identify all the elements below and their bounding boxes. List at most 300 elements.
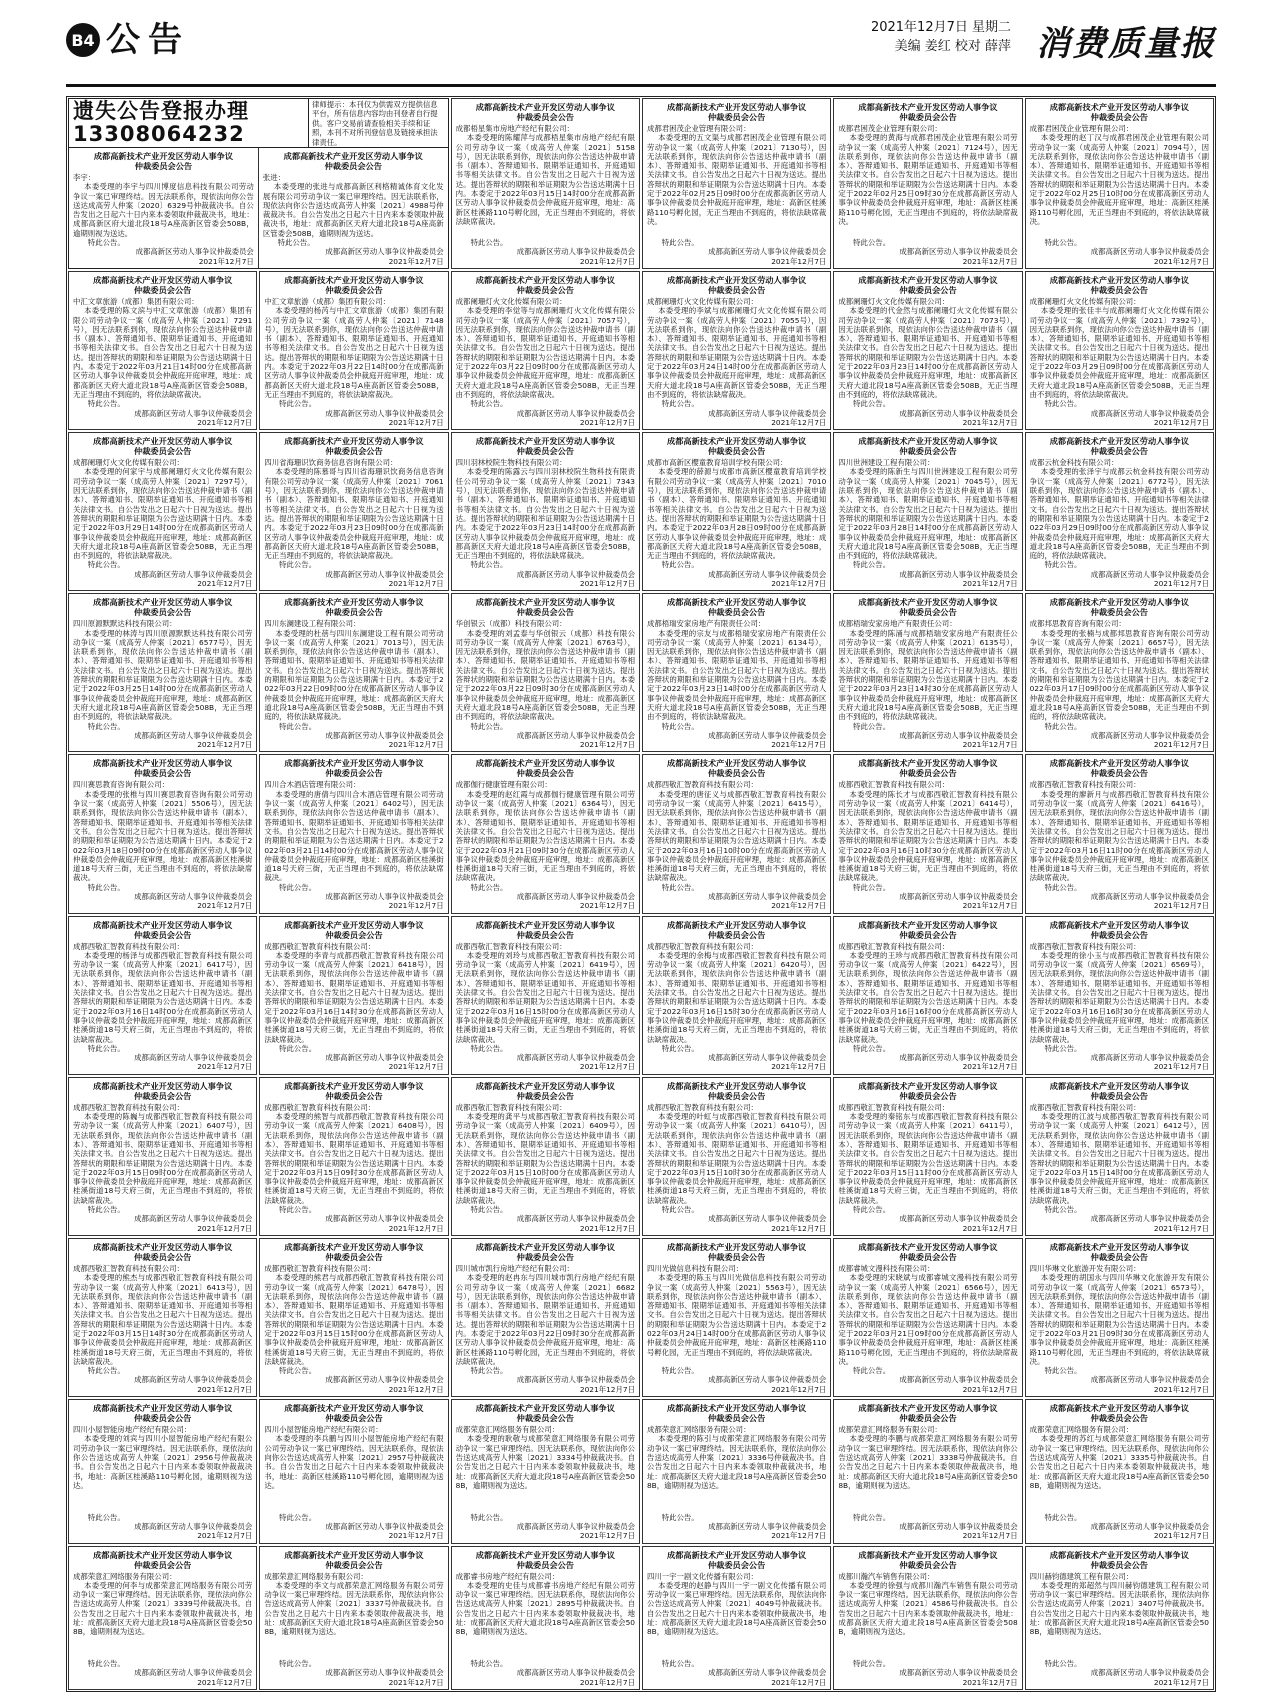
- notice-signature: 成都高新区劳动人事争议仲裁委员会: [325, 1375, 444, 1385]
- notice-addressee: 成都梧瑞安家房地产有限责任公司：: [838, 619, 957, 629]
- notice-org: 成都高新技术产业开发区劳动人事争议: [1049, 1241, 1189, 1252]
- notice-addressee: 成都君困茂企业管理有限公司：: [838, 124, 942, 133]
- notice-date: 2021年12月7日: [197, 417, 253, 427]
- notice-body: 本委受理的秦铭东与成都西敬汇智教育科技有限公司劳动争议一案（成高劳人仲案〔2021〕6411号），因无法联系到你，现依法向你公告送达仲裁申请书（副本）、答辩通知书、限期举证通知书、开庭通知书等相关法律文书。自公告发出之日起六十日视为送达。提出答辩状的期限和举证期限为公告送达期满十日内。本委定于2022年03月15日11时00分在成都高新区劳动人事争议仲裁委员会仲裁庭开庭审理，地址：成都高新区桂溪街道18号天府三街，无正当理由不到庭的，将依法缺席裁决。: [838, 1112, 1018, 1205]
- notice-date: 2021年12月7日: [579, 1223, 635, 1233]
- notice-org: 成都高新技术产业开发区劳动人事争议: [858, 919, 998, 930]
- notice-addressee: 四川羽林校院生物科技有限公司：: [455, 458, 567, 468]
- notice-date: 2021年12月7日: [962, 256, 1018, 266]
- notice-subtitle: 仲裁委员会公告: [325, 1559, 383, 1570]
- page-number-badge: B4: [66, 23, 100, 57]
- notice-subtitle: 仲裁委员会公告: [325, 768, 383, 779]
- notice-subtitle: 仲裁委员会公告: [899, 929, 957, 940]
- notice-date: 2021年12月7日: [1153, 1531, 1209, 1541]
- notice-signature: 成都高新区劳动人事争议仲裁委员会: [325, 1053, 444, 1063]
- notice-signature: 成都高新区劳动人事争议仲裁委员会: [899, 1053, 1018, 1063]
- notice-subtitle: 仲裁委员会公告: [516, 284, 574, 295]
- notice-body: 本委受理的徐强与成都川瀚汽车销售有限公司劳动争议一案已审理终结。因无法联系你，现依法向你公告送达成高劳人仲案〔2021〕4586号仲裁裁决书。自公告发出之日起六十日内来本委领取仲裁裁决书，地址：成都高新区天府大道北段18号A座高新区管委会508B，逾期则视为送达。: [838, 1580, 1018, 1637]
- notice-date: 2021年12月7日: [1153, 1223, 1209, 1233]
- notice-date: 2021年12月7日: [962, 1384, 1018, 1394]
- notice-cell: [833, 271, 1022, 430]
- notice-signature: 成都高新区劳动人事争议仲裁委员会: [516, 1053, 635, 1063]
- notice-date: 2021年12月7日: [197, 1062, 253, 1072]
- notice-closing: 特此公告。: [470, 1205, 508, 1215]
- notice-subtitle: 仲裁委员会公告: [325, 929, 383, 940]
- notice-subtitle: 仲裁委员会公告: [516, 1413, 574, 1424]
- notice-cell: [68, 271, 257, 430]
- notice-date: 2021年12月7日: [962, 1531, 1018, 1541]
- notice-closing: 特此公告。: [470, 1366, 508, 1376]
- notice-signature: 成都高新区劳动人事争议仲裁委员会: [1090, 1053, 1209, 1063]
- notice-signature: 成都高新区劳动人事争议仲裁委员会: [1090, 892, 1209, 901]
- notice-addressee: 成都阑珊灯火文化传媒有限公司：: [646, 296, 758, 306]
- notice-cell: [833, 1399, 1022, 1543]
- notice-body: 本委受理的廖新月与成都西敬汇智教育科技有限公司劳动争议一案（成高劳人仲案〔2021〕6416号），因无法联系到你，现依法向你公告送达仲裁申请书（副本）、答辩通知书、限期举证通知书、开庭通知书等相关法律文书。自公告发出之日起六十日视为送达。提出答辩状的期限和举证期限为公告送达期满十日内。本委定于2022年03月16日11时00分在成都高新区劳动人事争议仲裁委员会仲裁庭开庭审理，地址：成都高新区桂溪街道18号天府三街，无正当理由不到庭的，将依法缺席裁决。: [1029, 789, 1209, 883]
- notice-signature: 成都高新区劳动人事争议仲裁委员会: [325, 247, 444, 257]
- notice-signature: 成都高新区劳动人事争议仲裁委员会: [134, 1053, 253, 1063]
- notice-signature: 成都高新区劳动人事争议仲裁委员会: [1090, 1214, 1209, 1224]
- notice-closing: 特此公告。: [853, 399, 891, 409]
- notice-closing: 特此公告。: [279, 1043, 317, 1053]
- notice-addressee: 成都川瀚汽车销售有限公司：: [838, 1571, 935, 1581]
- notice-closing: 特此公告。: [853, 1205, 891, 1215]
- notice-org: 成都高新技术产业开发区劳动人事争议: [93, 151, 234, 161]
- notice-cell: [642, 1238, 831, 1397]
- notice-subtitle: 仲裁委员会公告: [516, 1251, 574, 1262]
- notice-org: 成都高新技术产业开发区劳动人事争议: [858, 597, 998, 608]
- notice-body: 本委受理的刘孟泰与华创银云（成都）科技有限公司劳动争议一案（成高劳人仲案〔2021〕6763号），因无法联系到你，现依法向你公告送达仲裁申请书（副本）、答辩通知书、限期举证通知书、开庭通知书等相关法律文书。自公告发出之日起六十日视为送达。提出答辩状的期限和举证期限为公告送达期满十日内。本委定于2022年03月22日09时30分在成都高新区劳动人事争议仲裁委员会仲裁庭开庭审理，地址：成都高新区天府大道北段18号A座高新区管委会508B，无正当理由不到庭的，将依法缺席裁决。: [455, 628, 635, 722]
- notice-date: 2021年12月7日: [197, 1531, 253, 1541]
- notice-subtitle: 仲裁委员会公告: [899, 446, 957, 457]
- notice-addressee: 成都西敬汇智教育科技有限公司：: [646, 1102, 758, 1112]
- notice-closing: 特此公告。: [661, 238, 699, 248]
- notice-closing: 特此公告。: [853, 1043, 891, 1053]
- notice-body: 本委受理的余梅与成都西敬汇智教育科技有限公司劳动争议一案（成高劳人仲案〔2021〕6420号），因无法联系到你，现依法向你公告送达仲裁申请书（副本）、答辩通知书、限期举证通知书、开庭通知书等相关法律文书。自公告发出之日起六十日视为送达。提出答辩状的期限和举证期限为公告送达期满十日内。本委定于2022年03月16日15时30分在成都高新区劳动人事争议仲裁委员会仲裁庭开庭审理，地址：成都高新区桂溪街道18号天府三街，无正当理由不到庭的，将依法缺席裁决。: [646, 950, 827, 1044]
- notice-cell: [642, 1546, 831, 1690]
- notice-org: 成都高新技术产业开发区劳动人事争议: [858, 1549, 998, 1560]
- notice-org: 成都高新技术产业开发区劳动人事争议: [667, 436, 807, 447]
- notice-closing: 特此公告。: [853, 1366, 891, 1376]
- notice-addressee: 成都西敬汇智教育科技有限公司：: [1029, 1102, 1141, 1112]
- section-title: 公告: [106, 20, 190, 60]
- notice-cell: [258, 148, 448, 268]
- notice-addressee: 中汇文章旅游（成都）集团有限公司：: [264, 296, 390, 306]
- notice-signature: 成都高新区劳动人事争议仲裁委员会: [516, 730, 635, 740]
- notice-date: 2021年12月7日: [388, 578, 444, 588]
- notice-org: 成都高新技术产业开发区劳动人事争议: [1049, 102, 1189, 112]
- notice-signature: 成都高新区劳动人事争议仲裁委员会: [516, 1668, 635, 1678]
- notice-date: 2021年12月7日: [771, 1062, 827, 1072]
- notice-closing: 特此公告。: [661, 882, 699, 892]
- notice-date: 2021年12月7日: [962, 1223, 1018, 1233]
- notice-grid: [66, 96, 1216, 1692]
- notice-body: 本委受理的张佳丰与成都阑珊灯火文化传媒有限公司劳动争议一案（成高劳人仲案〔2021〕7392号），因无法联系到你，现依法向你公告送达仲裁申请书（副本）、答辩通知书、限期举证通知书、开庭通知书等相关法律文书。自公告发出之日起六十日视为送达。提出答辩状的期限和举证期限为公告送达期满十日内。本委定于2022年03月29日09时00分在成都高新区劳动人事争议仲裁委员会仲裁庭开庭审理，地址：成都高新区天府大道北段18号A座高新区管委会508B，无正当理由不到庭的，将依法缺席裁决。: [1029, 306, 1209, 399]
- notice-closing: 特此公告。: [853, 238, 891, 248]
- notice-body: 本委受理的赵丁汉与成都君困茂企业管理有限公司劳动争议一案（成高劳人仲案〔2021〕7094号），因无法联系到你，现依法向你公告送达仲裁申请书（副本）、答辩通知书、限期举证通知书、开庭通知书等相关法律文书。自公告发出之日起六十日视为送达。提出答辩状的期限和举证期限为公告送达期满十日内。本委定于2022年02月25日10时00分在成都高新区劳动人事争议仲裁委员会仲裁庭开庭审理，地址：高新区桂溪路110号孵化园，无正当理由不到庭的，将依法缺席裁决。: [1029, 133, 1209, 226]
- notice-signature: 成都高新区劳动人事争议仲裁委员会: [1090, 569, 1209, 579]
- notice-date: 2021年12月7日: [388, 256, 444, 266]
- notice-body: 本委受理的张泽宇与成都云杭金科技有限公司劳动争议一案（成高劳人仲案〔2021〕6772号），因无法联系到你，现依法向你公告送达仲裁申请书（副本）、答辩通知书、限期举证通知书、开庭通知书等相关法律文书。自公告发出之日起六十日视为送达。提出答辩状的期限和举证期限为公告送达期满十日内。本委定于2022年03月29日09时00分在成都高新区劳动人事争议仲裁委员会仲裁庭开庭审理，地址：成都高新区天府大道北段18号A座高新区管委会508B，无正当理由不到庭的，将依法缺席裁决。: [1029, 467, 1209, 561]
- notice-body: 本委受理的林涛与四川原源默默达科技有限公司劳动争议一案（成高劳人仲案〔2021〕6577号），因无法联系到你，现依法向你公告送达仲裁申请书（副本）、答辩通知书、限期举证通知书、开庭通知书等相关法律文书。自公告发出之日起六十日视为送达。提出答辩状的期限和举证期限为公告送达期满十日内。本委定于2022年03月25日14时00分在成都高新区劳动人事争议仲裁委员会仲裁庭开庭审理，地址：成都高新区天府大道北段18号A座高新区管委会508B，无正当理由不到庭的，将依法缺席裁决。: [73, 628, 253, 722]
- notice-addressee: 成都西敬汇智教育科技有限公司：: [73, 941, 184, 951]
- notice-org: 成都高新技术产业开发区劳动人事争议: [475, 102, 615, 112]
- notice-subtitle: 仲裁委员会公告: [707, 1090, 766, 1101]
- notice-closing: 特此公告。: [279, 1366, 317, 1376]
- notice-signature: 成都高新区劳动人事争议仲裁委员会: [708, 408, 827, 418]
- notice-body: 本委受理的王珍与成都西敬汇智教育科技有限公司劳动争议一案（成高劳人仲案〔2021〕6422号），因无法联系到你，现依法向你公告送达仲裁申请书（副本）、答辩通知书、限期举证通知书、开庭通知书等相关法律文书。自公告发出之日起六十日视为送达。提出答辩状的期限和举证期限为公告送达期满十日内。本委定于2022年03月16日16时00分在成都高新区劳动人事争议仲裁委员会仲裁庭开庭审理，地址：成都高新区桂溪街道18号天府三街，无正当理由不到庭的，将依法缺席裁决。: [838, 950, 1018, 1044]
- notice-date: 2021年12月7日: [1153, 1062, 1209, 1072]
- notice-subtitle: 仲裁委员会公告: [1090, 1251, 1148, 1262]
- notice-body: 本委受理的赵冉东与四川城市凯行房地产经纪有限公司劳动争议一案（成高劳人仲案〔2021〕6682号），因无法联系到你，现依法向你公告送达仲裁申请书（副本）、答辩通知书、限期举证通知书、开庭通知书等相关法律文书。自公告发出之日起六十日视为送达。提出答辩状的期限和举证期限为公告送达期满十日内。本委定于2022年03月22日09时30分在成都高新区劳动人事争议仲裁委员会仲裁庭开庭审理，地址：高新区桂溪路110号孵化园，无正当理由不到庭的，将依法缺席裁决。: [455, 1273, 635, 1366]
- notice-subtitle: 仲裁委员会公告: [516, 929, 574, 940]
- ad-banner: [69, 99, 448, 148]
- notice-cell: [451, 432, 640, 591]
- lost-notice-ad: [68, 98, 449, 269]
- notice-addressee: 成都西敬汇智教育科技有限公司：: [1029, 780, 1141, 790]
- notice-cell: [451, 1077, 640, 1236]
- ad-notices: [69, 148, 448, 268]
- notice-addressee: 成都西敬汇智教育科技有限公司：: [838, 1102, 950, 1112]
- notice-addressee: 四川一宇一剧文化传播有限公司：: [646, 1571, 758, 1581]
- notice-date: 2021年12月7日: [197, 740, 253, 750]
- notice-cell: [1025, 916, 1214, 1075]
- notice-subtitle: 仲裁委员会公告: [899, 768, 957, 779]
- notice-org: 成都高新技术产业开发区劳动人事争议: [1049, 1403, 1189, 1414]
- notice-org: 成都高新技术产业开发区劳动人事争议: [475, 919, 615, 930]
- notice-cell: [451, 593, 640, 752]
- notice-cell: [68, 432, 257, 591]
- notice-addressee: 成都梧星集市房地产经纪有限公司：: [455, 124, 574, 133]
- notice-cell: [68, 1238, 257, 1397]
- notice-closing: 特此公告。: [1044, 1043, 1082, 1053]
- notice-cell: [1025, 432, 1214, 591]
- notice-signature: 成都高新区劳动人事争议仲裁委员会: [1090, 408, 1209, 418]
- notice-date: 2021年12月7日: [1153, 740, 1209, 750]
- notice-body: 本委受理的耿敬与成都荣意汇网络服务有限公司劳动争议一案已审理终结。因无法联系你，现依法向你公告送达成高劳人仲案〔2021〕3334号仲裁裁决书。自公告发出之日起六十日内来本委领取仲裁裁决书，地址：成都高新区天府大道北段18号A座高新区管委会508B，逾期则视为送达。: [455, 1434, 635, 1490]
- notice-date: 2021年12月7日: [197, 1223, 253, 1233]
- notice-addressee: 成都阑珊灯火文化传媒有限公司：: [1029, 296, 1141, 306]
- notice-cell: [833, 1546, 1022, 1690]
- notice-org: 成都高新技术产业开发区劳动人事争议: [93, 1549, 233, 1560]
- notice-org: 成都高新技术产业开发区劳动人事争议: [667, 1241, 807, 1252]
- notice-org: 成都高新技术产业开发区劳动人事争议: [93, 436, 233, 447]
- notice-body: 本委受理的郑超然与四川赫钧德建筑工程有限公司劳动争议一案已审理终结。因无法联系你，现依法向你公告送达成高劳人仲案〔2021〕3407号仲裁裁决书。自公告发出之日起六十日内来本委领取仲裁裁决书，地址：成都高新区天府大道北段18号A座高新区管委会508B，逾期则视为送达。: [1029, 1580, 1209, 1637]
- notice-date: 2021年12月7日: [771, 740, 827, 750]
- notice-cell: [259, 432, 448, 591]
- notice-signature: 成都高新区劳动人事争议仲裁委员会: [899, 1668, 1018, 1678]
- notice-signature: 成都高新区劳动人事争议仲裁委员会: [516, 892, 635, 901]
- notice-body: 本委受理的张椎与四川赛思教育咨询有限公司劳动争议一案（成高劳人仲案〔2021〕5506号），因无法联系到你，现依法向你公告送达仲裁申请书（副本）、答辩通知书、限期举证通知书、开庭通知书等相关法律文书。自公告发出之日起六十日视为送达。提出答辩状的期限和举证期限为公告送达期满十日内。本委定于2022年03月18日09时00分在成都高新区劳动人事争议仲裁委员会仲裁庭开庭审理，地址：成都高新区桂溪街道18号天府三街，无正当理由不到庭的，将依法缺席裁决。: [73, 789, 253, 883]
- notice-signature: 成都高新区劳动人事争议仲裁委员会: [1090, 1375, 1209, 1385]
- notice-closing: 特此公告。: [1044, 721, 1082, 731]
- notice-cell: [68, 1077, 257, 1236]
- notice-org: 成都高新技术产业开发区劳动人事争议: [475, 597, 615, 608]
- notice-signature: 成都高新区劳动人事争议仲裁委员会: [708, 569, 827, 579]
- notice-date: 2021年12月7日: [771, 1223, 827, 1233]
- notice-closing: 特此公告。: [853, 1659, 891, 1669]
- notice-org: 成都高新技术产业开发区劳动人事争议: [284, 597, 424, 608]
- notice-subtitle: 仲裁委员会公告: [707, 1251, 766, 1262]
- notice-signature: 成都高新区劳动人事争议仲裁委员会: [134, 408, 253, 418]
- notice-body: 本委受理的五文渠与成都君困茂企业管理有限公司劳动争议一案（成高劳人仲案〔2021〕7130号），因无法联系到你，现依法向你公告送达仲裁申请书（副本）、答辩通知书、限期举证通知书、开庭通知书等相关法律文书。自公告发出之日起六十日视为送达。提出答辩状的期限和举证期限为公告送达期满十日内。本委定于2022年02月25日09时00分在成都高新区劳动人事争议仲裁委员会仲裁庭开庭审理，地址：高新区桂溪路110号孵化园，无正当理由不到庭的，将依法缺席裁决。: [646, 133, 827, 226]
- notice-cell: [833, 593, 1022, 752]
- notice-signature: 成都高新区劳动人事争议仲裁委员会: [134, 1668, 253, 1678]
- notice-signature: 成都高新区劳动人事争议仲裁委员会: [325, 408, 444, 418]
- notice-subtitle: 仲裁委员会公告: [516, 607, 574, 618]
- notice-cell: [1025, 271, 1214, 430]
- notice-date: 2021年12月7日: [962, 578, 1018, 588]
- notice-date: 2021年12月7日: [579, 417, 635, 427]
- notice-body: 本委受理的杜蓓与四川东澜建设工程有限公司劳动争议一案（成高劳人仲案〔2021〕7013号），因无法联系到你，现依法向你公告送达仲裁申请书（副本）、答辩通知书、限期举证通知书、开庭通知书等相关法律文书。自公告发出之日起六十日视为送达。提出答辩状的期限和举证期限为公告送达期满十日内。本委定于2022年03月22日09时00分在成都高新区劳动人事争议仲裁委员会仲裁庭开庭审理，地址：成都高新区天府大道北段18号A座高新区管委会508B，无正当理由不到庭的，将依法缺席裁决。: [264, 628, 444, 722]
- notice-addressee: 成都西敬汇智教育科技有限公司：: [646, 941, 758, 951]
- notice-addressee: 成都伽行健康管理有限公司：: [455, 780, 552, 790]
- notice-org: 成都高新技术产业开发区劳动人事争议: [93, 1241, 233, 1252]
- notice-body: 本委受理的陈引与成都荣意汇网络服务有限公司劳动争议一案已审理终结。因无法联系你，现依法向你公告送达成高劳人仲案〔2021〕3336号仲裁裁决书。自公告发出之日起六十日内来本委领取仲裁裁决书，地址：成都高新区天府大道北段18号A座高新区管委会508B，逾期则视为送达。: [646, 1434, 827, 1490]
- notice-subtitle: 仲裁委员会公告: [899, 112, 957, 122]
- notice-closing: 特此公告。: [279, 1205, 317, 1215]
- notice-signature: 成都高新区劳动人事争议仲裁委员会: [708, 1668, 827, 1678]
- notice-cell: [69, 148, 258, 268]
- notice-body: 本委受理的刘宾与四川小屋智能房地产经纪有限公司劳动争议一案已审理终结。因无法联系你，现依法向你公告送达成高劳人仲案〔2021〕2956号仲裁裁决书。自公告发出之日起六十日内来本委领取仲裁裁决书，地址：高新区桂溪路110号孵化园，逾期则视为送达。: [73, 1434, 253, 1490]
- notice-signature: 成都高新区劳动人事争议仲裁委员会: [516, 1521, 635, 1531]
- notice-closing: 特此公告。: [87, 238, 125, 248]
- notice-addressee: 成都西敬汇智教育科技有限公司：: [73, 1263, 184, 1273]
- notice-subtitle: 仲裁委员会公告: [134, 1559, 192, 1570]
- notice-signature: 成都高新区劳动人事争议仲裁委员会: [134, 1214, 253, 1224]
- notice-closing: 特此公告。: [87, 560, 125, 570]
- notice-body: 本委受理的李鹏与成都荣意汇网络服务有限公司劳动争议一案已审理终结。因无法联系你，现依法向你公告送达成高劳人仲案〔2021〕3338号仲裁裁决书。自公告发出之日起六十日内来本委领取仲裁裁决书，地址：成都高新区天府大道北段18号A座高新区管委会508B，逾期则视为送达。: [838, 1434, 1018, 1490]
- notice-subtitle: 仲裁委员会公告: [1090, 1413, 1148, 1424]
- notice-addressee: 成都君困茂企业管理有限公司：: [1029, 124, 1134, 133]
- notice-org: 成都高新技术产业开发区劳动人事争议: [858, 1241, 998, 1252]
- notice-closing: 特此公告。: [87, 721, 125, 731]
- notice-closing: 特此公告。: [1044, 1205, 1082, 1215]
- notice-closing: 特此公告。: [1044, 560, 1082, 570]
- notice-closing: 特此公告。: [470, 1659, 508, 1669]
- notice-signature: 成都高新区劳动人事争议仲裁委员会: [899, 247, 1018, 257]
- notice-date: 2021年12月7日: [197, 578, 253, 588]
- notice-cell: [642, 1077, 831, 1236]
- notice-org: 成都高新技术产业开发区劳动人事争议: [93, 274, 233, 285]
- notice-signature: 成都高新区劳动人事争议仲裁委员会: [708, 247, 827, 257]
- notice-body: 本委受理的熊智与成都西敬汇智教育科技有限公司劳动争议一案（成高劳人仲案〔2021〕6408号），因无法联系到你，现依法向你公告送达仲裁申请书（副本）、答辩通知书、限期举证通知书、开庭通知书等相关法律文书。自公告发出之日起六十日视为送达。提出答辩状的期限和举证期限为公告送达期满十日内。本委定于2022年03月15日09时30分在成都高新区劳动人事争议仲裁委员会仲裁庭开庭审理，地址：成都高新区桂溪街道18号天府三街，无正当理由不到庭的，将依法缺席裁决。: [264, 1112, 444, 1205]
- notice-addressee: 成都市高新区樱童教育培训学校有限公司：: [646, 458, 788, 468]
- notice-body: 本委受理的黄海与成都君困茂企业管理有限公司劳动争议一案（成高劳人仲案〔2021〕7124号），因无法联系到你，现依法向你公告送达仲裁申请书（副本）、答辩通知书、限期举证通知书、开庭通知书等相关法律文书。自公告发出之日起六十日视为送达。提出答辩状的期限和举证期限为公告送达期满十日内。本委定于2022年02月25日09时30分在成都高新区劳动人事争议仲裁委员会仲裁庭开庭审理，地址：高新区桂溪路110号孵化园，无正当理由不到庭的，将依法缺席裁决。: [838, 133, 1018, 226]
- notice-addressee: 四川城市凯行房地产经纪有限公司：: [455, 1263, 574, 1273]
- notice-closing: 特此公告。: [470, 238, 508, 248]
- notice-signature: 成都高新区劳动人事争议仲裁委员会: [899, 408, 1018, 418]
- notice-body: 本委受理的李宇与四川博度信息科技有限公司劳动争议一案已审理终结。因无法联系你，现依法向你公告送达成高劳人仲案〔2020〕6329号仲裁裁决书。自公告发出之日起六十日内来本委领取仲裁裁决书，地址：成都高新区府大道北段18号A座高新区管委会508B，逾期则视为送达。: [73, 182, 254, 238]
- notice-subtitle: 仲裁委员会公告: [516, 1559, 574, 1570]
- notice-subtitle: 仲裁委员会公告: [516, 768, 574, 779]
- notice-date: 2021年12月7日: [579, 578, 635, 588]
- notice-cell: [642, 98, 831, 269]
- notice-closing: 特此公告。: [661, 1043, 699, 1053]
- notice-subtitle: 仲裁委员会公告: [707, 607, 766, 618]
- notice-subtitle: 仲裁委员会公告: [134, 1090, 192, 1101]
- notice-date: 2021年12月7日: [579, 256, 635, 266]
- notice-org: 成都高新技术产业开发区劳动人事争议: [475, 1241, 615, 1252]
- notice-closing: 特此公告。: [470, 1043, 508, 1053]
- notice-addressee: 成都阑珊灯火文化传媒有限公司：: [838, 296, 950, 306]
- notice-subtitle: 仲裁委员会公告: [707, 929, 766, 940]
- notice-closing: 特此公告。: [279, 1512, 317, 1522]
- notice-addressee: 成都西敬汇智教育科技有限公司：: [264, 1263, 376, 1273]
- notice-cell: [68, 1546, 257, 1690]
- notice-subtitle: 仲裁委员会公告: [134, 929, 192, 940]
- notice-cell: [451, 1399, 640, 1543]
- notice-closing: 特此公告。: [470, 882, 508, 892]
- notice-subtitle: 仲裁委员会公告: [899, 1559, 957, 1570]
- notice-body: 本委受理的宋晓斌与成都睿城文漫科技有限公司劳动争议一案（成高劳人仲案〔2021〕6566号），因无法联系到你，现依法向你公告送达仲裁申请书（副本）、答辩通知书、限期举证通知书、开庭通知书等相关法律文书。自公告发出之日起六十日视为送达。提出答辩状的期限和举证期限为公告送达期满十日内。本委定于2022年03月21日09时00分在成都高新区劳动人事争议仲裁委员会仲裁庭开庭审理，地址：高新区桂溪路110号孵化园，无正当理由不到庭的，将依法缺席裁决。: [838, 1273, 1018, 1366]
- notice-body: 本委受理的何家宇与成都阑珊灯火文化传媒有限公司劳动争议一案（成高劳人仲案〔2021〕7297号），因无法联系到你，现依法向你公告送达仲裁申请书（副本）、答辩通知书、限期举证通知书、开庭通知书等相关法律文书。自公告发出之日起六十日视为送达。提出答辩状的期限和举证期限为公告送达期满十日内。本委定于2022年03月29日14时00分在成都高新区劳动人事争议仲裁委员会仲裁庭开庭审理，地址：成都高新区天府大道北段18号A座高新区管委会508B，无正当理由不到庭的，将依法缺席裁决。: [73, 467, 253, 561]
- notice-date: 2021年12月7日: [198, 256, 254, 266]
- notice-subtitle: 仲裁委员会公告: [134, 768, 192, 779]
- notice-cell: [642, 593, 831, 752]
- notice-date: 2021年12月7日: [1153, 1677, 1209, 1687]
- notice-cell: [1025, 754, 1214, 913]
- notice-body: 本委受理的陈文滨与中汇文章旅游（成都）集团有限公司劳动争议一案（成高劳人仲案〔2021〕7291号），因无法联系到你，现依法向你公告送达仲裁申请书（副本）、答辩通知书、限期举证通知书、开庭通知书等相关法律文书。自公告发出之日起六十日视为送达。提出答辩状的期限和举证期限为公告送达期满十日内。本委定于2022年03月21日14时00分在成都高新区劳动人事争议仲裁委员会仲裁庭开庭审理，地址：成都高新区天府大道北段18号A座高新区管委会508B，无正当理由不到庭的，将依法缺席裁决。: [73, 306, 253, 399]
- notice-closing: 特此公告。: [1044, 238, 1082, 248]
- notice-body: 本委受理的赵静与四川一宇一剧文化传播有限公司劳动争议一案已审理终结。因无法联系你，现依法向你公告送达成高劳人仲案〔2021〕4049号仲裁裁决书。自公告发出之日起六十日内来本委领取仲裁裁决书，地址：成都高新区天府大道北段18号A座高新区管委会508B，逾期则视为送达。: [646, 1580, 827, 1637]
- notice-addressee: 四川华琳文化旅游开发有限公司：: [1029, 1263, 1141, 1273]
- notice-date: 2021年12月7日: [388, 1677, 444, 1687]
- notice-closing: 特此公告。: [661, 1205, 699, 1215]
- notice-date: 2021年12月7日: [771, 1384, 827, 1394]
- notice-addressee: 成都西敬汇智教育科技有限公司：: [264, 1102, 376, 1112]
- notice-addressee: 成都睿书房地产经纪有限公司：: [455, 1571, 560, 1581]
- notice-body: 本委受理的李斌与成都阑珊灯火文化传媒有限公司劳动争议一案（成高劳人仲案〔2021〕7055号），因无法联系到你，现依法向你公告送达仲裁申请书（副本）、答辩通知书、限期举证通知书、开庭通知书等相关法律文书。自公告发出之日起六十日视为送达。提出答辩状的期限和举证期限为公告送达期满十日内。本委定于2022年03月24日14时00分在成都高新区劳动人事争议仲裁委员会仲裁庭开庭审理，地址：成都高新区天府大道北段18号A座高新区管委会508B，无正当理由不到庭的，将依法缺席裁决。: [646, 306, 827, 399]
- notice-closing: 特此公告。: [470, 1512, 508, 1522]
- notice-body: 本委受理的何李与成都荣意汇网络服务有限公司劳动争议一案已审理终结。因无法联系你，现依法向你公告送达成高劳人仲案〔2021〕3339号仲裁裁决书。自公告发出之日起六十日内来本委领取仲裁裁决书，地址：成都高新区天府大道北段18号A座高新区管委会508B，逾期则视为送达。: [73, 1580, 253, 1637]
- notice-subtitle: 仲裁委员会公告: [707, 284, 766, 295]
- notice-org: 成都高新技术产业开发区劳动人事争议: [475, 1080, 615, 1091]
- notice-date: 2021年12月7日: [197, 1384, 253, 1394]
- notice-org: 成都高新技术产业开发区劳动人事争议: [284, 1549, 424, 1560]
- notice-addressee: 成都西敬汇智教育科技有限公司：: [455, 1102, 567, 1112]
- notice-addressee: 成都邦思教育咨询有限公司：: [1029, 619, 1126, 629]
- notice-body: 本委受理的江波与成都西敬汇智教育科技有限公司劳动争议一案（成高劳人仲案〔2021〕6412号），因无法联系到你，现依法向你公告送达仲裁申请书（副本）、答辩通知书、限期举证通知书、开庭通知书等相关法律文书。自公告发出之日起六十日视为送达。提出答辩状的期限和举证期限为公告送达期满十日内。本委定于2022年03月15日14时00分在成都高新区劳动人事争议仲裁委员会仲裁庭开庭审理，地址：成都高新区桂溪街道18号天府三街，无正当理由不到庭的，将依法缺席裁决。: [1029, 1112, 1209, 1205]
- notice-org: 成都高新技术产业开发区劳动人事争议: [284, 1080, 424, 1091]
- notice-org: 成都高新技术产业开发区劳动人事争议: [93, 1080, 233, 1091]
- notice-org: 成都高新技术产业开发区劳动人事争议: [858, 1080, 998, 1091]
- notice-body: 本委受理的熊杰与成都西敬汇智教育科技有限公司劳动争议一案（成高劳人仲案〔2021〕6413号），因无法联系到你，现依法向你公告送达仲裁申请书（副本）、答辩通知书、限期举证通知书、开庭通知书等相关法律文书。自公告发出之日起六十日视为送达。提出答辩状的期限和举证期限为公告送达期满十日内。本委定于2022年03月15日14时30分在成都高新区劳动人事争议仲裁委员会仲裁庭开庭审理，地址：成都高新区桂溪街道18号天府三街，无正当理由不到庭的，将依法缺席裁决。: [73, 1273, 253, 1366]
- notice-cell: [1025, 98, 1214, 269]
- notice-date: 2021年12月7日: [1153, 417, 1209, 427]
- notice-org: 成都高新技术产业开发区劳动人事争议: [858, 102, 998, 112]
- notice-signature: 成都高新区劳动人事争议仲裁委员会: [1090, 1668, 1209, 1678]
- notice-cell: [833, 916, 1022, 1075]
- notice-org: 成都高新技术产业开发区劳动人事争议: [1049, 1549, 1189, 1560]
- notice-subtitle: 仲裁委员会公告: [325, 1090, 383, 1101]
- notice-subtitle: 仲裁委员会公告: [134, 1413, 192, 1424]
- notice-closing: 特此公告。: [661, 1512, 699, 1522]
- notice-org: 成都高新技术产业开发区劳动人事争议: [475, 274, 615, 285]
- notice-subtitle: 仲裁委员会公告: [1090, 929, 1148, 940]
- notice-closing: 特此公告。: [853, 560, 891, 570]
- notice-addressee: 成都西敬汇智教育科技有限公司：: [838, 941, 950, 951]
- notice-signature: 成都高新区劳动人事争议仲裁委员会: [134, 892, 253, 901]
- notice-body: 本委受理的陈露云与四川羽林校院生物科技有限责任公司劳动争议一案（成高劳人仲案〔2021〕7343号），因无法联系到你，现依法向你公告送达仲裁申请书（副本）、答辩通知书、限期举证通知书、开庭通知书等相关法律文书。自公告发出之日起六十日视为送达。提出答辩状的期限和举证期限为公告送达期满十日内。本委定于2022年03月23日14时00分在成都高新区劳动人事争议仲裁委员会仲裁庭开庭审理，地址：成都高新区天府大道北段18号A座高新区管委会508B，无正当理由不到庭的，将依法缺席裁决。: [455, 467, 635, 561]
- notice-subtitle: 仲裁委员会公告: [899, 1251, 957, 1262]
- notice-subtitle: 仲裁委员会公告: [516, 112, 574, 122]
- notice-signature: 成都高新区劳动人事争议仲裁委员会: [325, 892, 444, 901]
- issue-date: 2021年12月7日 星期二: [870, 20, 1011, 35]
- notice-body: 本委受理的苏红与成都荣意汇网络服务有限公司劳动争议一案已审理终结。因无法联系你，现依法向你公告送达成高劳人仲案〔2021〕3335号仲裁裁决书。自公告发出之日起六十日内来本委领取仲裁裁决书，地址：成都高新区天府大道北段18号A座高新区管委会508B，逾期则视为送达。: [1029, 1434, 1209, 1490]
- notice-org: 成都高新技术产业开发区劳动人事争议: [667, 102, 807, 112]
- notice-cell: [259, 1399, 448, 1543]
- notice-org: 成都高新技术产业开发区劳动人事争议: [858, 436, 998, 447]
- notice-signature: 成都高新区劳动人事争议仲裁委员会: [1090, 247, 1209, 257]
- notice-cell: [451, 98, 640, 269]
- notice-signature: 成都高新区劳动人事争议仲裁委员会: [708, 1214, 827, 1224]
- notice-subtitle: 仲裁委员会公告: [707, 1413, 766, 1424]
- notice-org: 成都高新技术产业开发区劳动人事争议: [284, 436, 424, 447]
- notice-subtitle: 仲裁委员会公告: [325, 607, 383, 618]
- notice-signature: 成都高新区劳动人事争议仲裁委员会: [899, 1214, 1018, 1224]
- notice-body: 本委受理的陈新生与四川世洲建设工程有限公司劳动争议一案（成高劳人仲案〔2021〕7045号），因无法联系到你，现依法向你公告送达仲裁申请书（副本）、答辩通知书、限期举证通知书、开庭通知书等相关法律文书。自公告发出之日起六十日视为送达。提出答辩状的期限和举证期限为公告送达期满十日内。本委定于2022年03月28日14时00分在成都高新区劳动人事争议仲裁委员会仲裁庭开庭审理，地址：成都高新区天府大道北段18号A座高新区管委会508B，无正当理由不到庭的，将依法缺席裁决。: [838, 467, 1018, 561]
- notice-body: 本委受理的陈慕哥与四川省海珊识饮商务信息咨询有限公司劳动争议一案（成高劳人仲案〔2021〕7061号），因无法联系到你，现依法向你公告送达仲裁申请书（副本）、答辩通知书、限期举证通知书、开庭通知书等相关法律文书。自公告发出之日起六十日视为送达。提出答辩状的期限和举证期限为公告送达期满十日内。本委定于2022年03月23日09时00分在成都高新区劳动人事争议仲裁委员会仲裁庭开庭审理，地址：成都高新区天府大道北段18号A座高新区管委会508B，无正当理由不到庭的，将依法缺席裁决。: [264, 467, 444, 561]
- notice-closing: 特此公告。: [661, 399, 699, 409]
- notice-date: 2021年12月7日: [771, 901, 827, 911]
- notice-closing: 特此公告。: [853, 882, 891, 892]
- notice-subtitle: 仲裁委员会公告: [1090, 768, 1148, 779]
- notice-date: 2021年12月7日: [1153, 256, 1209, 266]
- notice-addressee: 成都睿城文漫科技有限公司：: [838, 1263, 935, 1273]
- notice-addressee: 李宇：: [73, 173, 96, 182]
- notice-cell: [68, 916, 257, 1075]
- notice-cell: [68, 593, 257, 752]
- notice-body: 本委受理的唐倩与四川合木酒店管理有限公司劳动争议一案（成高劳人仲案〔2021〕6402号），因无法联系到你，现依法向你公告送达仲裁申请书（副本）、答辩通知书、限期举证通知书、开庭通知书等相关法律文书。自公告发出之日起六十日视为送达。提出答辩状的期限和举证期限为公告送达期满十日内。本委定于2022年03月21日14时00分在成都高新区劳动人事争议仲裁委员会仲裁庭开庭审理，地址：成都高新区桂溪街道18号天府三街，无正当理由不到庭的，将依法缺席裁决。: [264, 789, 444, 883]
- notice-body: 本委受理的宗友与成都梧瑞安家房地产有限责任公司劳动争议一案（成高劳人仲案〔2021〕6134号），因无法联系到你，现依法向你公告送达仲裁申请书（副本）、答辩通知书、限期举证通知书、开庭通知书等相关法律文书。自公告发出之日起六十日视为送达。提出答辩状的期限和举证期限为公告送达期满十日内。本委定于2022年03月23日14时00分在成都高新区劳动人事争议仲裁委员会仲裁庭开庭审理，地址：成都高新区天府大道北段18号A座高新区管委会508B，无正当理由不到庭的，将依法缺席裁决。: [646, 628, 827, 722]
- notice-cell: [259, 754, 448, 913]
- notice-cell: [259, 1546, 448, 1690]
- notice-signature: 成都高新区劳动人事争议仲裁委员会: [325, 1668, 444, 1678]
- notice-addressee: 中汇文章旅游（成都）集团有限公司：: [73, 296, 199, 306]
- notice-signature: 成都高新区劳动人事争议仲裁委员会: [325, 1521, 444, 1531]
- notice-cell: [833, 1238, 1022, 1397]
- notice-cell: [259, 593, 448, 752]
- notice-closing: 特此公告。: [1044, 1659, 1082, 1669]
- notice-signature: 成都高新区劳动人事争议仲裁委员会: [516, 247, 635, 257]
- notice-subtitle: 仲裁委员会公告: [516, 1090, 574, 1101]
- notice-signature: 成都高新区劳动人事争议仲裁委员会: [899, 1375, 1018, 1385]
- notice-closing: 特此公告。: [661, 1659, 699, 1669]
- notice-addressee: 四川合木酒店管理有限公司：: [264, 780, 361, 790]
- notice-closing: 特此公告。: [277, 238, 315, 248]
- notice-subtitle: 仲裁委员会公告: [707, 446, 766, 457]
- notice-addressee: 四川原源默默达科技有限公司：: [73, 619, 177, 629]
- notice-org: 成都高新技术产业开发区劳动人事争议: [93, 597, 233, 608]
- notice-org: 成都高新技术产业开发区劳动人事争议: [284, 1241, 424, 1252]
- notice-cell: [642, 271, 831, 430]
- notice-subtitle: 仲裁委员会公告: [325, 1251, 383, 1262]
- notice-body: 本委受理的张楠与成都邦思教育咨询有限公司劳动争议一案（成高劳人仲案〔2021〕6657号），因无法联系到你，现依法向你公告送达仲裁申请书（副本）、答辩通知书、限期举证通知书、开庭通知书等相关法律文书。自公告发出之日起六十日视为送达。提出答辩状的期限和举证期限为公告送达期满十日内。本委定于2022年03月17日09时00分在成都高新区劳动人事争议仲裁委员会仲裁庭开庭审理，地址：成都高新区天府大道北段18号A座高新区管委会508B，无正当理由不到庭的，将依法缺席裁决。: [1029, 628, 1209, 722]
- notice-date: 2021年12月7日: [962, 1062, 1018, 1072]
- notice-signature: 成都高新区劳动人事争议仲裁委员会: [899, 1521, 1018, 1531]
- notice-addressee: 成都西敬汇智教育科技有限公司：: [646, 780, 758, 790]
- notice-subtitle: 仲裁委员会公告: [707, 768, 766, 779]
- notice-addressee: 成都阑珊灯火文化传媒有限公司：: [455, 296, 567, 306]
- notice-body: 本委受理的熊君与成都西敬汇智教育科技有限公司劳动争议一案（成高劳人仲案〔2021〕6478号），因无法联系到你，现依法向你公告送达仲裁申请书（副本）、答辩通知书、限期举证通知书、开庭通知书等相关法律文书。自公告发出之日起六十日视为送达。提出答辩状的期限和举证期限为公告送达期满十日内。本委定于2022年03月15日15时00分在成都高新区劳动人事争议仲裁委员会仲裁庭开庭审理，地址：成都高新区桂溪街道18号天府三街，无正当理由不到庭的，将依法缺席裁决。: [264, 1273, 444, 1366]
- notice-addressee: 成都君困茂企业管理有限公司：: [646, 124, 751, 133]
- notice-subtitle: 仲裁委员会公告: [324, 161, 382, 171]
- notice-closing: 特此公告。: [279, 882, 317, 892]
- notice-date: 2021年12月7日: [771, 417, 827, 427]
- notice-date: 2021年12月7日: [388, 1384, 444, 1394]
- notice-addressee: 四川赛思教育咨询有限公司：: [73, 780, 170, 790]
- notice-body: 本委受理的龚平与成都西敬汇智教育科技有限公司劳动争议一案（成高劳人仲案〔2021〕6409号），因无法联系到你，现依法向你公告送达仲裁申请书（副本）、答辩通知书、限期举证通知书、开庭通知书等相关法律文书。自公告发出之日起六十日视为送达。提出答辩状的期限和举证期限为公告送达期满十日内。本委定于2022年03月15日10时00分在成都高新区劳动人事争议仲裁委员会仲裁庭开庭审理，地址：成都高新区桂溪街道18号天府三街，无正当理由不到庭的，将依法缺席裁决。: [455, 1112, 635, 1205]
